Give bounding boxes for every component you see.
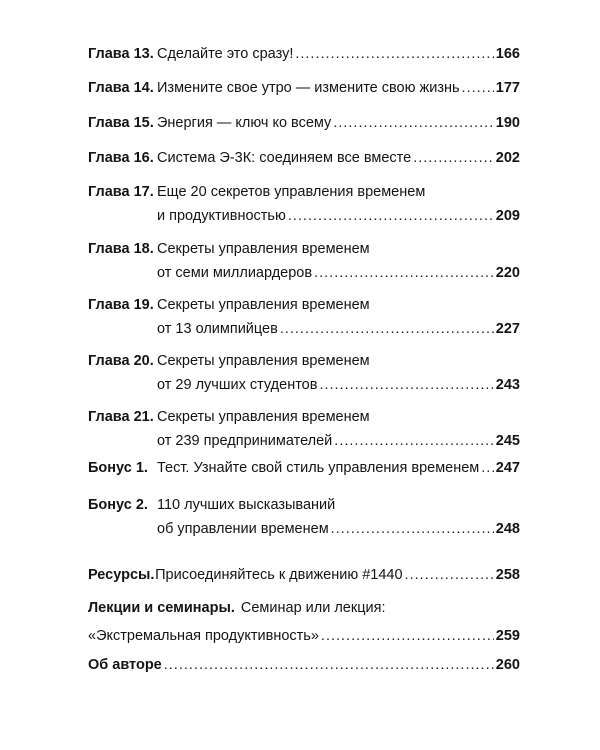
toc-entry-label: Лекции и семинары. xyxy=(88,600,235,616)
toc-leader-dots xyxy=(321,624,494,648)
toc-entry-resources[interactable] xyxy=(88,563,520,587)
toc-entry-label: Бонус 1. xyxy=(88,460,148,476)
toc-page-number: 202 xyxy=(495,150,520,166)
toc-leader-dots xyxy=(462,76,494,100)
toc-leader-dots xyxy=(334,429,494,453)
toc-entry-chapter-15[interactable] xyxy=(88,111,520,135)
toc-entry-title-cont: от 239 предпринимателей xyxy=(157,433,333,449)
toc-entry-chapter-14[interactable] xyxy=(88,76,520,100)
toc-entry-label: Глава 21. xyxy=(88,409,154,425)
toc-entry-bonus-1[interactable] xyxy=(88,456,520,480)
toc-entry-chapter-18[interactable] xyxy=(88,237,520,285)
toc-entry-about-author[interactable] xyxy=(88,653,520,677)
toc-entry-title-cont: от 29 лучших студентов xyxy=(157,377,318,393)
toc-page-number: 220 xyxy=(495,265,520,281)
toc-entry-title-cont: от 13 олимпийцев xyxy=(157,321,278,337)
toc-leader-dots xyxy=(333,111,493,135)
toc-entry-title: 110 лучших высказываний xyxy=(157,497,336,513)
toc-entry-label: Глава 13. xyxy=(88,46,154,62)
toc-page-number: 259 xyxy=(495,628,520,644)
toc-leader-dots xyxy=(481,456,494,480)
toc-entry-label: Глава 17. xyxy=(88,184,154,200)
toc-entry-chapter-20[interactable] xyxy=(88,349,520,397)
toc-page-number: 248 xyxy=(495,521,520,537)
toc-entry-title: Еще 20 секретов управления временем xyxy=(157,184,426,200)
toc-entry-chapter-17[interactable] xyxy=(88,180,520,228)
toc-page-number: 258 xyxy=(495,567,520,583)
toc-entry-label: Глава 18. xyxy=(88,241,154,257)
toc-page-number: 245 xyxy=(495,433,520,449)
toc-entry-title-cont: об управлении временем xyxy=(157,521,329,537)
toc-entry-label: Бонус 2. xyxy=(88,497,148,513)
toc-entry-chapter-19[interactable] xyxy=(88,293,520,341)
toc-entry-label: Глава 15. xyxy=(88,115,154,131)
toc-entry-chapter-13[interactable] xyxy=(88,42,520,66)
toc-entry-title: Присоединяйтесь к движению #1440 xyxy=(155,567,403,583)
toc-entry-label: Глава 14. xyxy=(88,80,154,96)
toc-entry-title: Измените свое утро — измените свою жизнь xyxy=(157,80,460,96)
toc-entry-title: Секреты управления временем xyxy=(157,241,370,257)
toc-leader-dots xyxy=(280,317,494,341)
toc-entry-label: Об авторе xyxy=(88,657,162,673)
toc-page-number: 243 xyxy=(495,377,520,393)
toc-entry-title-cont: от семи миллиардеров xyxy=(157,265,313,281)
toc-page-number: 166 xyxy=(495,46,520,62)
toc-entry-chapter-21[interactable] xyxy=(88,405,520,453)
toc-leader-dots xyxy=(405,563,494,587)
toc-entry-bonus-2[interactable] xyxy=(88,493,520,541)
toc-leader-dots xyxy=(295,42,493,66)
toc-entry-label: Глава 19. xyxy=(88,297,154,313)
toc-page-number: 190 xyxy=(495,115,520,131)
toc-entry-title: Энергия — ключ ко всему xyxy=(157,115,332,131)
toc-entry-title-cont: «Экстремальная продуктивность» xyxy=(88,628,319,644)
toc-entry-label: Глава 20. xyxy=(88,353,154,369)
toc-leader-dots xyxy=(314,261,494,285)
toc-page-number: 247 xyxy=(495,460,520,476)
toc-entry-chapter-16[interactable] xyxy=(88,146,520,170)
toc-entry-title: Секреты управления временем xyxy=(157,409,370,425)
toc-entry-title-cont: и продуктивностью xyxy=(157,208,286,224)
toc-entry-title: Система Э-3К: соединяем все вместе xyxy=(157,150,412,166)
toc-page-number: 260 xyxy=(495,657,520,673)
toc-page-number: 177 xyxy=(495,80,520,96)
toc-page-number: 209 xyxy=(495,208,520,224)
toc-entry-title: Сделайте это сразу! xyxy=(157,46,294,62)
toc-page-number: 227 xyxy=(495,321,520,337)
toc-entry-title: Тест. Узнайте свой стиль управления временем xyxy=(157,460,480,476)
toc-leader-dots xyxy=(164,653,494,677)
toc-leader-dots xyxy=(319,373,493,397)
toc-entry-title: Секреты управления временем xyxy=(157,297,370,313)
toc-entry-label: Ресурсы. xyxy=(88,567,155,583)
toc-entry-label: Глава 16. xyxy=(88,150,154,166)
toc-leader-dots xyxy=(331,517,494,541)
toc-entry-title: Семинар или лекция: xyxy=(240,600,386,616)
toc-leader-dots xyxy=(413,146,494,170)
toc-entry-title: Секреты управления временем xyxy=(157,353,370,369)
toc-entry-lectures[interactable] xyxy=(88,596,520,648)
toc-leader-dots xyxy=(288,204,494,228)
